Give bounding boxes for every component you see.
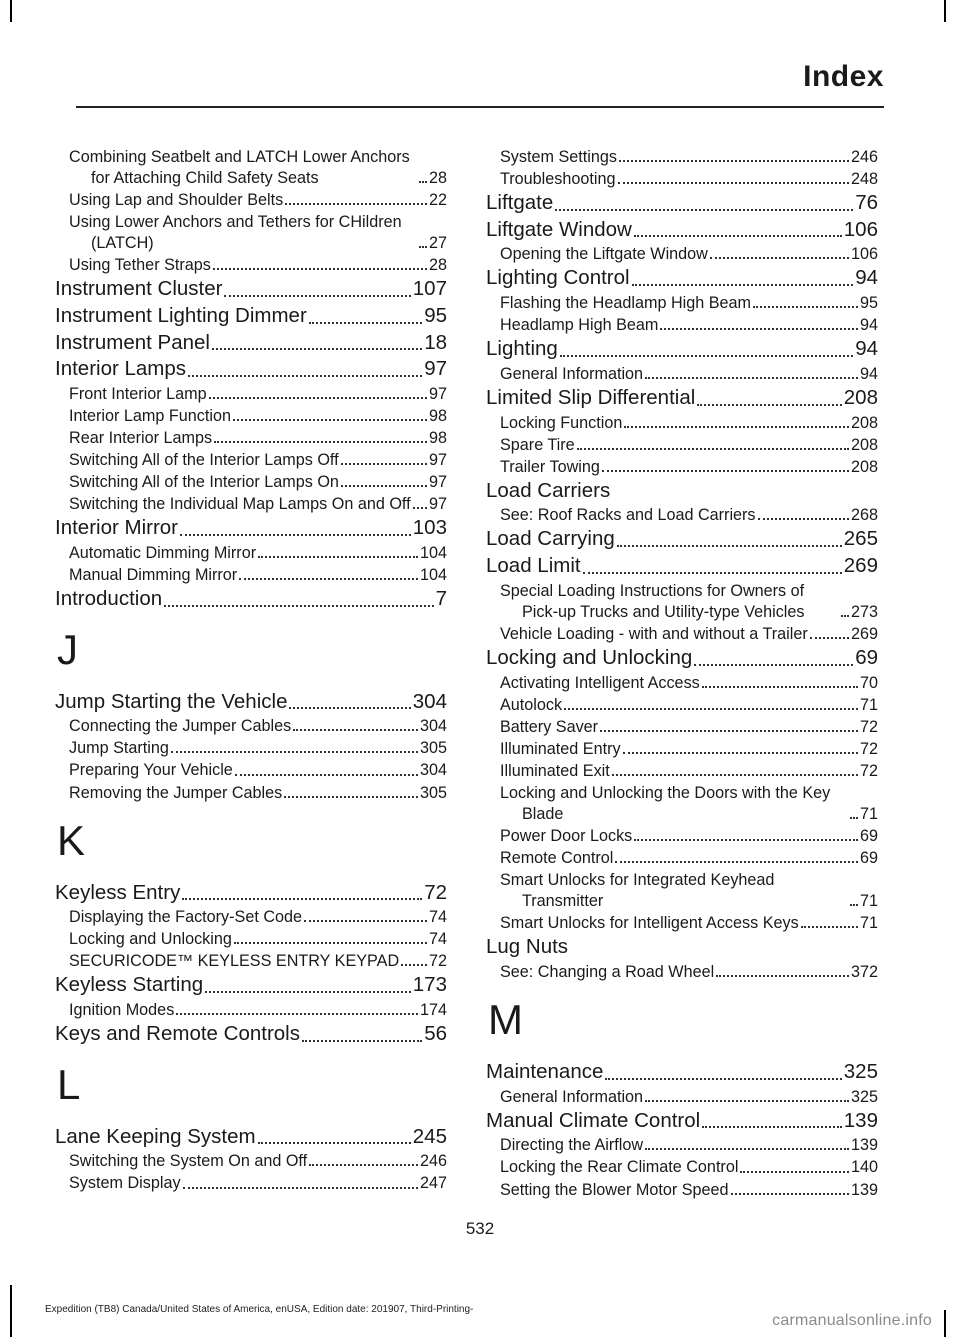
dot-leader	[624, 426, 849, 428]
entry-label: See: Changing a Road Wheel	[500, 962, 715, 981]
dot-leader	[555, 209, 853, 211]
index-subentry[interactable]	[55, 190, 447, 211]
entry-page-number: 273	[850, 602, 878, 621]
dot-leader	[753, 306, 858, 308]
index-column-left	[55, 146, 447, 1195]
entry-label: Power Door Locks	[500, 827, 633, 846]
dot-leader	[560, 355, 853, 357]
dot-leader	[293, 729, 418, 731]
footer-edition-text: Expedition (TB8) Canada/United States of America, enUSA, Edition date: 201907, Third-Printing-	[45, 1304, 474, 1315]
dot-leader	[419, 246, 427, 248]
index-subentry[interactable]	[55, 384, 447, 405]
entry-label: Troubleshooting	[500, 170, 616, 189]
index-subentry[interactable]	[486, 673, 878, 694]
index-subentry[interactable]	[486, 1157, 878, 1178]
dot-leader	[304, 920, 427, 922]
entry-page-number: 246	[850, 148, 878, 166]
entry-page-number: 76	[855, 191, 878, 215]
index-subentry[interactable]	[55, 716, 447, 737]
index-subentry[interactable]	[486, 739, 878, 760]
dot-leader	[235, 774, 418, 776]
index-entry[interactable]	[486, 1059, 878, 1086]
entry-label: General Information	[500, 1087, 644, 1106]
dot-leader	[634, 839, 858, 841]
entry-label: Activating Intelligent Access	[500, 673, 700, 692]
dot-leader	[171, 751, 418, 753]
entry-label: Switching the Individual Map Lamps On and Off	[69, 495, 411, 514]
dot-leader	[239, 578, 418, 580]
entry-page-number: 98	[428, 407, 447, 425]
dot-leader	[309, 1164, 418, 1166]
entry-page-number: 139	[850, 1136, 878, 1155]
entry-label: Limited Slip Differential	[486, 385, 696, 409]
dot-leader	[702, 1126, 842, 1128]
index-subentry[interactable]	[486, 244, 878, 265]
index-subentry[interactable]	[55, 1173, 447, 1194]
entry-page-number: 139	[850, 1180, 878, 1199]
entry-page-number: 106	[843, 217, 878, 241]
entry-label: Instrument Cluster	[55, 277, 223, 301]
entry-label: Directing the Airflow	[500, 1136, 644, 1155]
dot-leader	[258, 1142, 411, 1144]
dot-leader	[801, 926, 858, 928]
index-entry[interactable]	[55, 303, 447, 330]
entry-page-number: 72	[428, 952, 447, 971]
dot-leader	[810, 637, 849, 639]
entry-page-number: 305	[419, 783, 447, 802]
entry-label: Manual Dimming Mirror	[69, 566, 238, 585]
header-rule	[76, 106, 884, 108]
entry-page-number: 106	[850, 245, 878, 264]
entry-label: Lane Keeping System	[55, 1124, 256, 1148]
entry-page-number: 325	[850, 1087, 878, 1106]
dot-leader	[309, 322, 422, 324]
entry-page-number: 56	[424, 1022, 447, 1046]
entry-page-number: 305	[419, 739, 447, 758]
dot-leader	[600, 730, 858, 732]
entry-label: Liftgate	[486, 191, 554, 215]
index-subentry[interactable]	[486, 717, 878, 738]
dot-leader	[740, 1171, 849, 1173]
entry-label: Ignition Modes	[69, 1001, 175, 1020]
index-entry[interactable]	[55, 1124, 447, 1151]
dot-leader	[284, 796, 418, 798]
index-subentry[interactable]	[486, 1135, 878, 1156]
entry-page-number: 304	[419, 717, 447, 736]
dot-leader	[697, 404, 842, 406]
watermark-text: carmanualsonline.info	[772, 1312, 932, 1329]
index-entry[interactable]	[486, 553, 878, 580]
index-entry[interactable]	[486, 526, 878, 553]
entry-label: Locking and Unlocking	[69, 930, 232, 949]
index-entry[interactable]	[55, 880, 447, 907]
dot-leader	[716, 975, 849, 977]
entry-page-number: 71	[859, 695, 878, 714]
entry-page-number: 69	[855, 645, 878, 669]
entry-page-number: 94	[859, 316, 878, 335]
index-entry[interactable]	[55, 972, 447, 999]
entry-label: Locking and Unlocking	[486, 645, 693, 669]
dot-leader	[618, 182, 849, 184]
section-letter: J	[57, 625, 78, 673]
entry-page-number: 97	[428, 495, 447, 514]
entry-label: Using Tether Straps	[69, 256, 211, 275]
dot-leader	[850, 817, 858, 819]
index-subentry[interactable]	[486, 870, 878, 912]
entry-page-number: 95	[859, 294, 878, 313]
entry-label: System Display	[69, 1174, 181, 1193]
entry-label: Smart Unlocks for Integrated Keyhead Transmitter	[500, 871, 775, 911]
page-title: Index	[803, 60, 884, 93]
index-subentry[interactable]	[55, 1151, 447, 1172]
entry-label: Special Loading Instructions for Owners of Pick-up Trucks and Utility-type Vehicles	[500, 581, 805, 621]
dot-leader	[710, 257, 849, 259]
index-subentry[interactable]	[55, 1000, 447, 1021]
index-column-right	[486, 146, 878, 1201]
index-subentry[interactable]	[486, 364, 878, 385]
entry-label: Instrument Panel	[55, 330, 210, 354]
index-entry[interactable]	[486, 934, 878, 961]
entry-label: Switching All of the Interior Lamps Off	[69, 451, 339, 470]
dot-leader	[176, 1013, 418, 1015]
dot-leader	[758, 518, 849, 520]
index-subentry[interactable]	[486, 293, 878, 314]
entry-label: Autolock	[500, 695, 563, 714]
entry-page-number: 174	[419, 1001, 447, 1020]
dot-leader	[731, 1193, 849, 1195]
index-subentry[interactable]	[486, 624, 878, 645]
entry-page-number: 103	[412, 516, 447, 540]
index-subentry[interactable]	[55, 929, 447, 950]
entry-page-number: 139	[843, 1108, 878, 1132]
entry-page-number: 28	[428, 256, 447, 275]
dot-leader	[564, 708, 858, 710]
dot-leader	[180, 534, 411, 536]
entry-label: Vehicle Loading - with and without a Trailer	[500, 624, 808, 643]
entry-label: Load Carrying	[486, 527, 615, 551]
dot-leader	[401, 964, 427, 966]
entry-page-number: 71	[859, 804, 878, 823]
entry-page-number: 269	[843, 554, 878, 578]
dot-leader	[214, 441, 427, 443]
entry-page-number: 104	[419, 543, 447, 562]
index-subentry[interactable]	[486, 783, 878, 825]
index-subentry[interactable]	[55, 406, 447, 427]
index-subentry[interactable]	[55, 565, 447, 586]
entry-label: Using Lower Anchors and Tethers for CHildren (LATCH)	[69, 213, 402, 253]
dot-leader	[632, 284, 854, 286]
crop-mark-top-left	[10, 0, 12, 22]
entry-page-number: 71	[859, 892, 878, 911]
index-subentry[interactable]	[486, 1180, 878, 1201]
entry-label: Connecting the Jumper Cables	[69, 717, 292, 736]
entry-page-number: 7	[435, 587, 447, 611]
entry-label: Front Interior Lamp	[69, 384, 207, 403]
entry-label: Interior Lamps	[55, 357, 187, 381]
entry-page-number: 69	[859, 827, 878, 846]
entry-label: Switching All of the Interior Lamps On	[69, 473, 339, 492]
crop-mark-bottom-left	[10, 1285, 12, 1337]
entry-label: Illuminated Entry	[500, 739, 621, 758]
entry-label: Rear Interior Lamps	[69, 429, 213, 448]
entry-label: Locking Function	[500, 413, 623, 432]
entry-page-number: 72	[859, 717, 878, 736]
crop-mark-top-right	[944, 0, 946, 22]
entry-page-number: 71	[859, 914, 878, 933]
section-letter: M	[488, 996, 523, 1044]
entry-page-number: 94	[855, 266, 878, 290]
index-subentry[interactable]	[55, 951, 447, 972]
entry-label: Trailer Towing	[500, 457, 600, 476]
entry-page-number: 208	[850, 457, 878, 476]
index-entry[interactable]	[486, 217, 878, 244]
entry-label: Introduction	[55, 587, 163, 611]
index-entry[interactable]	[55, 689, 447, 716]
index-entry[interactable]	[55, 276, 447, 303]
entry-label: Opening the Liftgate Window	[500, 245, 708, 264]
entry-page-number: 107	[412, 277, 447, 301]
entry-label: Keyless Entry	[55, 880, 181, 904]
entry-label: See: Roof Racks and Load Carriers	[500, 506, 756, 525]
index-subentry[interactable]	[55, 212, 447, 254]
entry-label: Locking and Unlocking the Doors with the Key Blade	[500, 783, 831, 823]
dot-leader	[205, 991, 411, 993]
dot-leader	[182, 898, 422, 900]
index-subentry[interactable]	[486, 848, 878, 869]
index-subentry[interactable]	[486, 147, 878, 168]
page-number: 532	[465, 1219, 495, 1238]
section-letter: L	[57, 1060, 81, 1108]
entry-page-number: 246	[419, 1152, 447, 1171]
entry-page-number: 208	[850, 435, 878, 454]
entry-page-number: 97	[424, 357, 447, 381]
entry-label: Smart Unlocks for Intelligent Access Keys	[500, 914, 799, 933]
entry-label: Automatic Dimming Mirror	[69, 543, 257, 562]
crop-mark-bottom-right	[944, 1310, 946, 1337]
entry-page-number: 304	[419, 761, 447, 780]
entry-page-number: 372	[850, 962, 878, 981]
dot-leader	[623, 752, 858, 754]
index-subentry[interactable]	[486, 169, 878, 190]
entry-label: Jump Starting	[69, 739, 169, 758]
dot-leader	[660, 328, 858, 330]
dot-leader	[233, 419, 427, 421]
dot-leader	[188, 375, 422, 377]
entry-page-number: 268	[850, 506, 878, 525]
index-subentry[interactable]	[55, 428, 447, 449]
index-subentry[interactable]	[55, 543, 447, 564]
entry-page-number: 94	[855, 337, 878, 361]
entry-page-number: 74	[428, 930, 447, 949]
dot-leader	[617, 545, 842, 547]
entry-page-number: 72	[859, 761, 878, 780]
index-entry[interactable]	[55, 330, 447, 357]
entry-label: Displaying the Factory-Set Code	[69, 908, 303, 927]
entry-label: Lug Nuts	[486, 935, 569, 959]
entry-label: Jump Starting the Vehicle	[55, 689, 288, 713]
dot-leader	[602, 470, 849, 472]
index-subentry[interactable]	[486, 457, 878, 478]
index-subentry[interactable]	[486, 315, 878, 336]
entry-label: Lighting	[486, 337, 558, 361]
entry-label: SECURICODE™ KEYLESS ENTRY KEYPAD	[69, 952, 400, 971]
entry-page-number: 245	[412, 1124, 447, 1148]
entry-page-number: 97	[428, 451, 447, 470]
dot-leader	[341, 463, 427, 465]
dot-leader	[258, 556, 418, 558]
entry-label: Preparing Your Vehicle	[69, 761, 233, 780]
dot-leader	[694, 664, 853, 666]
entry-label: Keyless Starting	[55, 973, 204, 997]
entry-page-number: 18	[424, 330, 447, 354]
index-subentry[interactable]	[486, 581, 878, 623]
dot-leader	[615, 861, 858, 863]
index-entry[interactable]	[55, 356, 447, 383]
index-subentry[interactable]	[486, 962, 878, 983]
index-entry[interactable]	[55, 515, 447, 542]
dot-leader	[850, 904, 858, 906]
index-subentry[interactable]	[486, 413, 878, 434]
index-subentry[interactable]	[55, 472, 447, 493]
dot-leader	[634, 235, 842, 237]
entry-page-number: 22	[428, 191, 447, 210]
entry-label: Battery Saver	[500, 717, 599, 736]
entry-page-number: 97	[428, 473, 447, 492]
dot-leader	[164, 605, 433, 607]
entry-label: Combining Seatbelt and LATCH Lower Anchors for Attaching Child Safety Seats	[69, 148, 410, 188]
entry-page-number: 173	[412, 973, 447, 997]
index-subentry[interactable]	[486, 1087, 878, 1108]
entry-page-number: 94	[859, 364, 878, 383]
entry-label: Manual Climate Control	[486, 1108, 701, 1132]
entry-label: Load Carriers	[486, 478, 611, 502]
index-entry[interactable]	[486, 385, 878, 412]
dot-leader	[577, 448, 849, 450]
dot-leader	[645, 1100, 849, 1102]
index-subentry[interactable]	[486, 505, 878, 526]
index-subentry[interactable]	[486, 695, 878, 716]
entry-label: Liftgate Window	[486, 217, 632, 241]
entry-page-number: 208	[843, 385, 878, 409]
entry-page-number: 95	[424, 304, 447, 328]
dot-leader	[841, 615, 849, 617]
entry-label: Flashing the Headlamp High Beam	[500, 294, 752, 313]
index-entry[interactable]	[486, 1108, 878, 1135]
dot-leader	[341, 485, 427, 487]
index-subentry[interactable]	[55, 494, 447, 515]
index-entry[interactable]	[486, 645, 878, 672]
entry-label: Maintenance	[486, 1060, 604, 1084]
dot-leader	[605, 1078, 841, 1080]
entry-page-number: 269	[850, 624, 878, 643]
dot-leader	[289, 707, 410, 709]
dot-leader	[212, 348, 422, 350]
entry-page-number: 98	[428, 429, 447, 448]
entry-label: Lighting Control	[486, 266, 630, 290]
dot-leader	[285, 203, 427, 205]
entry-label: Keys and Remote Controls	[55, 1022, 300, 1046]
entry-page-number: 72	[859, 739, 878, 758]
entry-label: Switching the System On and Off	[69, 1152, 308, 1171]
entry-page-number: 97	[428, 384, 447, 403]
dot-leader	[702, 686, 858, 688]
index-subentry[interactable]	[55, 783, 447, 804]
dot-leader	[183, 1187, 418, 1189]
entry-label: Locking the Rear Climate Control	[500, 1158, 739, 1177]
index-entry[interactable]	[486, 190, 878, 217]
dot-leader	[213, 268, 427, 270]
index-subentry[interactable]	[486, 913, 878, 934]
section-letter: K	[57, 816, 86, 864]
dot-leader	[645, 1148, 849, 1150]
index-subentry[interactable]	[55, 147, 447, 189]
entry-page-number: 70	[859, 673, 878, 692]
index-entry[interactable]	[486, 336, 878, 363]
entry-label: System Settings	[500, 148, 617, 166]
entry-page-number: 304	[412, 689, 447, 713]
index-entry[interactable]	[55, 586, 447, 613]
index-subentry[interactable]	[55, 450, 447, 471]
dot-leader	[419, 181, 427, 183]
entry-label: Using Lap and Shoulder Belts	[69, 191, 284, 210]
entry-label: Setting the Blower Motor Speed	[500, 1180, 729, 1199]
dot-leader	[645, 377, 858, 379]
index-entry[interactable]	[486, 265, 878, 292]
dot-leader	[612, 774, 858, 776]
entry-label: Headlamp High Beam	[500, 316, 659, 335]
entry-page-number: 208	[850, 413, 878, 432]
entry-label: Instrument Lighting Dimmer	[55, 304, 307, 328]
index-entry[interactable]	[55, 1021, 447, 1048]
entry-label: Interior Mirror	[55, 516, 179, 540]
dot-leader	[583, 572, 842, 574]
entry-page-number: 27	[428, 234, 447, 253]
index-entry[interactable]	[486, 478, 878, 505]
entry-page-number: 72	[424, 880, 447, 904]
dot-leader	[413, 507, 427, 509]
entry-label: Remote Control	[500, 849, 614, 868]
entry-label: Illuminated Exit	[500, 761, 610, 780]
dot-leader	[234, 942, 427, 944]
entry-page-number: 69	[859, 849, 878, 868]
entry-label: Interior Lamp Function	[69, 407, 231, 425]
entry-label: Removing the Jumper Cables	[69, 783, 283, 802]
index-subentry[interactable]	[55, 255, 447, 276]
index-subentry[interactable]	[486, 435, 878, 456]
entry-page-number: 247	[419, 1174, 447, 1193]
index-subentry[interactable]	[55, 760, 447, 781]
entry-page-number: 104	[419, 566, 447, 585]
entry-page-number: 28	[428, 169, 447, 188]
entry-label: Spare Tire	[500, 435, 575, 454]
entry-page-number: 325	[843, 1060, 878, 1084]
dot-leader	[209, 397, 427, 399]
dot-leader	[224, 295, 410, 297]
index-subentry[interactable]	[55, 907, 447, 928]
entry-page-number: 140	[850, 1158, 878, 1177]
entry-page-number: 248	[850, 170, 878, 189]
index-subentry[interactable]	[486, 826, 878, 847]
index-subentry[interactable]	[486, 761, 878, 782]
index-subentry[interactable]	[55, 738, 447, 759]
entry-label: Load Limit	[486, 554, 581, 578]
dot-leader	[302, 1040, 422, 1042]
entry-page-number: 74	[428, 908, 447, 927]
entry-page-number: 265	[843, 527, 878, 551]
entry-label: General Information	[500, 364, 644, 383]
dot-leader	[619, 160, 849, 162]
